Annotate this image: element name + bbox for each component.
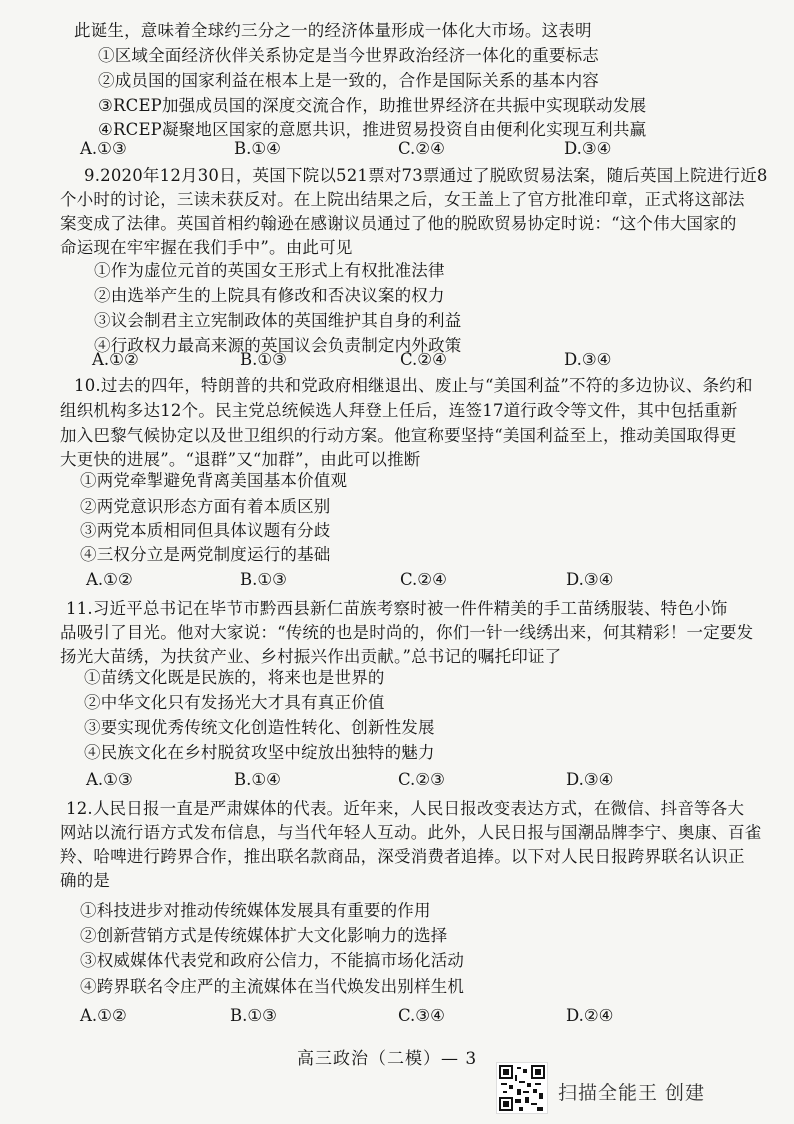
q8-stem-end: 此诞生，意味着全球约三分之一的经济体量形成一体化大市场。这表明 <box>74 21 592 40</box>
page-footer: 高三政治（二模）— 3 <box>297 1049 478 1069</box>
q11-stem-line-2: 品吸引了目光。他对大家说：“传统的也是时尚的，你们一针一线绣出来，何其精彩！一定要发 <box>60 623 754 642</box>
q11-option-a: A.①③ <box>86 770 133 789</box>
q12-option-d: D.②④ <box>566 1006 614 1025</box>
q10-stem-line-4: 大更快的进展”。“退群”又“加群”，由此可以推断 <box>60 450 421 469</box>
scanner-watermark: 扫描全能王 创建 <box>558 1082 706 1104</box>
q12-item-4: ④跨界联名令庄严的主流媒体在当代焕发出别样生机 <box>80 977 465 996</box>
q11-item-3: ③要实现优秀传统文化创造性转化、创新性发展 <box>84 718 435 737</box>
q9-stem-line-2: 个小时的讨论，三读未获反对。在上院出结果之后，女王盖上了官方批准印章，正式将这部法 <box>60 190 745 209</box>
q11-item-4: ④民族文化在乡村脱贫攻坚中绽放出独特的魅力 <box>84 743 435 762</box>
q9-item-1: ①作为虚位元首的英国女王形式上有权批准法律 <box>94 261 445 280</box>
q9-option-b: B.①③ <box>240 350 287 369</box>
q8-item-3: ③RCEP加强成员国的深度交流合作，助推世界经济在共振中实现联动发展 <box>98 96 647 115</box>
q10-stem-line-1: 10.过去的四年，特朗普的共和党政府相继退出、废止与“美国利益”不符的多边协议、条约和 <box>74 376 753 395</box>
q9-stem-line-4: 命运现在牢牢握在我们手中”。由此可见 <box>60 238 353 257</box>
q12-option-b: B.①③ <box>230 1006 277 1025</box>
q12-stem-line-3: 羚、哈啤进行跨界合作，推出联名款商品，深受消费者追捧。以下对人民日报跨界联名认识正 <box>60 847 745 866</box>
q9-stem-line-3: 案变成了法律。英国首相约翰逊在感谢议员通过了他的脱欧贸易协定时说：“这个伟大国家的 <box>60 214 737 233</box>
q11-option-b: B.①④ <box>234 770 281 789</box>
q12-option-c: C.③④ <box>398 1006 445 1025</box>
q10-item-1: ①两党牵掣避免背离美国基本价值观 <box>80 471 348 490</box>
q9-item-2: ②由选举产生的上院具有修改和否决议案的权力 <box>94 286 445 305</box>
qr-code-icon <box>496 1062 548 1114</box>
q8-option-c: C.②④ <box>398 139 445 158</box>
q9-option-a: A.①② <box>92 350 139 369</box>
q12-item-2: ②创新营销方式是传统媒体扩大文化影响力的选择 <box>80 926 448 945</box>
q8-option-a: A.①③ <box>80 139 127 158</box>
q11-stem-line-3: 扬光大苗绣，为扶贫产业、乡村振兴作出贡献。”总书记的嘱托印证了 <box>60 647 562 666</box>
q10-item-4: ④三权分立是两党制度运行的基础 <box>80 545 331 564</box>
q9-stem-line-1: 9.2020年12月30日，英国下院以521票对73票通过了脱欧贸易法案，随后英国上院进行近8 <box>84 166 768 185</box>
q12-stem-line-1: 12.人民日报一直是严肃媒体的代表。近年来，人民日报改变表达方式，在微信、抖音等各大 <box>66 799 745 818</box>
q12-stem-line-2: 网站以流行语方式发布信息，与当代年轻人互动。此外，人民日报与国潮品牌李宁、奥康、百雀 <box>60 823 762 842</box>
q10-option-d: D.③④ <box>566 570 614 589</box>
q8-item-2: ②成员国的国家利益在根本上是一致的，合作是国际关系的基本内容 <box>98 71 599 90</box>
q10-option-b: B.①③ <box>240 570 287 589</box>
q12-item-3: ③权威媒体代表党和政府公信力，不能搞市场化活动 <box>80 951 465 970</box>
q8-item-1: ①区域全面经济伙伴关系协定是当今世界政治经济一体化的重要标志 <box>98 46 599 65</box>
q8-option-d: D.③④ <box>564 139 612 158</box>
q12-option-a: A.①② <box>80 1006 127 1025</box>
q11-stem-line-1: 11.习近平总书记在毕节市黔西县新仁苗族考察时被一件件精美的手工苗绣服装、特色小饰 <box>66 599 728 618</box>
q9-item-4: ④行政权力最高来源的英国议会负责制定内外政策 <box>94 336 462 355</box>
q9-option-c: C.②④ <box>400 350 447 369</box>
q9-option-d: D.③④ <box>564 350 612 369</box>
q10-option-a: A.①② <box>86 570 133 589</box>
q10-item-3: ③两党本质相同但具体议题有分歧 <box>80 521 331 540</box>
q10-stem-line-2: 组织机构多达12个。民主党总统候选人拜登上任后，连签17道行政令等文件，其中包括重新 <box>60 401 738 420</box>
q10-stem-line-3: 加入巴黎气候协定以及世卫组织的行动方案。他宣称要坚持“美国利益至上，推动美国取得更 <box>60 426 737 445</box>
q8-item-4: ④RCEP凝聚地区国家的意愿共识，推进贸易投资自由便利化实现互利共赢 <box>98 120 647 139</box>
q11-item-1: ①苗绣文化既是民族的，将来也是世界的 <box>84 668 385 687</box>
q11-option-d: D.③④ <box>566 770 614 789</box>
q11-option-c: C.②③ <box>398 770 445 789</box>
q10-item-2: ②两党意识形态方面有着本质区别 <box>80 497 331 516</box>
q11-item-2: ②中华文化只有发扬光大才具有真正价值 <box>84 693 385 712</box>
q8-option-b: B.①④ <box>234 139 281 158</box>
q12-item-1: ①科技进步对推动传统媒体发展具有重要的作用 <box>80 901 431 920</box>
q12-stem-line-4: 确的是 <box>60 871 111 890</box>
q10-option-c: C.②④ <box>400 570 447 589</box>
q9-item-3: ③议会制君主立宪制政体的英国维护其自身的利益 <box>94 311 462 330</box>
